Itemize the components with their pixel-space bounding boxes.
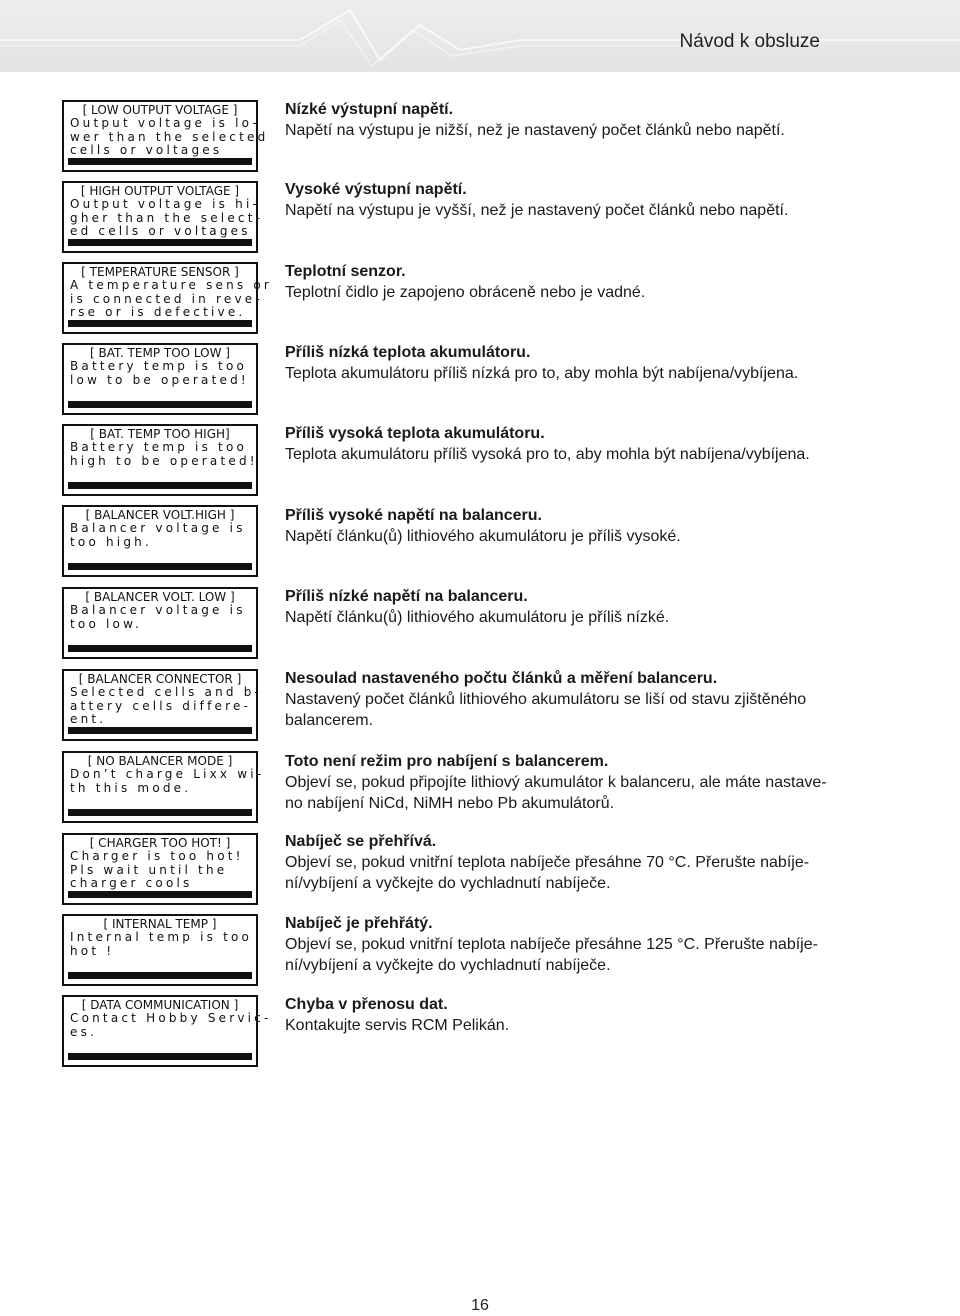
lcd-display <box>62 181 264 253</box>
lcd-line: wer than the selected <box>70 129 269 144</box>
error-body: Objeví se, pokud vnitřní teplota nabíječe přesáhne 70 °C. Přerušte nabíje- <box>285 854 810 871</box>
error-body: Teplota akumulátoru příliš vysoká pro to, aby mohla být nabíjena/vybíjena. <box>285 446 810 463</box>
lcd-title: [ BALANCER CONNECTOR ] <box>78 672 242 686</box>
error-description <box>285 505 925 547</box>
error-body: Objeví se, pokud připojíte lithiový akumulátor k balanceru, ale máte nastave- <box>285 774 827 791</box>
error-title: Teplotní senzor. <box>285 263 406 280</box>
error-description <box>285 179 925 221</box>
lcd-display <box>62 424 258 496</box>
error-title: Příliš nízká teplota akumulátoru. <box>285 344 531 361</box>
error-description <box>285 586 925 628</box>
lcd-line: ent. <box>70 712 107 726</box>
lcd-line: cells or voltages <box>70 143 223 157</box>
error-title: Nízké výstupní napětí. <box>285 101 454 118</box>
lcd-line: attery cells differe- <box>70 698 252 713</box>
lcd-display <box>62 914 258 986</box>
lcd-bar <box>68 482 252 489</box>
lcd-bar <box>68 891 252 898</box>
lcd-line: gher than the select- <box>70 210 264 225</box>
error-body: ní/vybíjení a vyčkejte do vychladnutí nabíječe. <box>285 957 611 974</box>
error-description <box>285 99 925 141</box>
error-body: Teplota akumulátoru příliš nízká pro to, aby mohla být nabíjena/vybíjena. <box>285 365 799 382</box>
error-body: Napětí článku(ů) lithiového akumulátoru je příliš nízké. <box>285 609 670 626</box>
lcd-bar <box>68 563 252 570</box>
lcd-line: rse or is defective. <box>70 305 246 319</box>
error-body: balancerem. <box>285 712 374 729</box>
lcd-line: th this mode. <box>70 780 192 795</box>
error-body: Objeví se, pokud vnitřní teplota nabíječe přesáhne 125 °C. Přerušte nabíje- <box>285 936 818 953</box>
error-description <box>285 342 925 384</box>
lcd-line: low to be operated! <box>70 372 249 387</box>
page-header <box>0 0 960 72</box>
lcd-line: Battery temp is too <box>70 440 248 454</box>
lcd-title: [ BAT. TEMP TOO HIGH] <box>90 427 230 441</box>
lcd-line: Contact Hobby Servic- <box>70 1011 272 1025</box>
error-title: Nabíječ se přehřívá. <box>285 833 437 850</box>
lcd-line: too high. <box>70 534 152 549</box>
page-number: 16 <box>471 1297 489 1314</box>
lcd-title: [ CHARGER TOO HOT! ] <box>89 836 231 850</box>
lcd-line: hot ! <box>70 943 115 958</box>
lcd-line: too low. <box>70 616 143 631</box>
lcd-title: [ LOW OUTPUT VOLTAGE ] <box>82 103 238 117</box>
error-description <box>285 913 925 976</box>
error-body: Napětí na výstupu je nižší, než je nastavený počet článků nebo napětí. <box>285 122 785 139</box>
lcd-title: [ DATA COMMUNICATION ] <box>81 998 239 1012</box>
lcd-line: Output voltage is hi- <box>70 197 261 211</box>
lcd-bar <box>68 239 252 246</box>
error-body: Kontakujte servis RCM Pelikán. <box>285 1017 510 1034</box>
lcd-bar <box>68 727 252 734</box>
error-description <box>285 668 925 731</box>
error-body: Napětí článku(ů) lithiového akumulátoru je příliš vysoké. <box>285 528 681 545</box>
error-body: ní/vybíjení a vyčkejte do vychladnutí nabíječe. <box>285 875 611 892</box>
error-description <box>285 751 925 814</box>
lcd-display <box>62 587 258 659</box>
lcd-line: ed cells or voltages <box>70 224 251 238</box>
lcd-display <box>62 505 258 577</box>
lcd-bar <box>68 158 252 165</box>
lcd-display <box>62 669 263 741</box>
lcd-line: is connected in reve- <box>70 291 263 306</box>
lcd-line: Balancer voltage is <box>70 603 246 617</box>
lcd-line: Output voltage is lo- <box>70 116 260 130</box>
lcd-title: [ HIGH OUTPUT VOLTAGE ] <box>80 184 240 198</box>
lcd-line: es. <box>70 1024 98 1039</box>
error-body: Teplotní čidlo je zapojeno obráceně nebo je vadné. <box>285 284 646 301</box>
lcd-line: A temperature sens or <box>70 278 273 292</box>
lcd-display <box>62 343 258 415</box>
lcd-display <box>62 100 269 172</box>
lcd-line: Battery temp is too <box>70 359 248 373</box>
error-title: Příliš vysoká teplota akumulátoru. <box>285 425 545 442</box>
lcd-title: [ BAT. TEMP TOO LOW ] <box>90 346 230 360</box>
error-title: Příliš nízké napětí na balanceru. <box>285 588 528 605</box>
lcd-line: Pls wait until the <box>70 862 228 877</box>
lcd-line: Selected cells and b- <box>70 685 263 699</box>
error-title: Vysoké výstupní napětí. <box>285 181 467 198</box>
header-title: Návod k obsluze <box>679 31 820 52</box>
error-body: no nabíjení NiCd, NiMH nebo Pb akumulátorů. <box>285 795 615 812</box>
error-description <box>285 261 925 303</box>
lcd-line: Balancer voltage is <box>70 521 246 535</box>
lcd-title: [ TEMPERATURE SENSOR ] <box>81 265 239 279</box>
error-description <box>285 831 925 894</box>
lcd-bar <box>68 809 252 816</box>
lcd-display <box>62 833 258 905</box>
lcd-bar <box>68 401 252 408</box>
error-description <box>285 423 925 465</box>
error-title: Chyba v přenosu dat. <box>285 996 448 1013</box>
lcd-title: [ BALANCER VOLT.HIGH ] <box>85 508 235 522</box>
lcd-title: [ BALANCER VOLT. LOW ] <box>85 590 235 604</box>
error-title: Nabíječ je přehřátý. <box>285 915 433 932</box>
lcd-display <box>62 751 265 823</box>
lcd-bar <box>68 645 252 652</box>
lcd-line: Internal temp is too <box>70 930 253 944</box>
lcd-title: [ INTERNAL TEMP ] <box>103 917 217 931</box>
error-title: Příliš vysoké napětí na balanceru. <box>285 507 542 524</box>
lcd-bar <box>68 1053 252 1060</box>
lcd-display <box>62 995 272 1067</box>
lcd-bar <box>68 972 252 979</box>
error-body: Napětí na výstupu je vyšší, než je nastavený počet článků nebo napětí. <box>285 202 789 219</box>
error-body: Nastavený počet článků lithiového akumulátoru se liší od stavu zjištěného <box>285 691 807 708</box>
lcd-line: Charger is too hot! <box>70 849 244 863</box>
error-title: Toto není režim pro nabíjení s balancerem. <box>285 753 609 770</box>
error-description <box>285 994 925 1036</box>
error-title: Nesoulad nastaveného počtu článků a měření balanceru. <box>285 670 718 687</box>
lcd-bar <box>68 320 252 327</box>
lcd-line: charger cools <box>70 876 193 890</box>
lcd-line: high to be operated! <box>70 453 258 468</box>
lcd-display <box>62 262 273 334</box>
lcd-line: Don’t charge Lixx wi- <box>70 767 265 781</box>
lcd-title: [ NO BALANCER MODE ] <box>87 754 233 768</box>
